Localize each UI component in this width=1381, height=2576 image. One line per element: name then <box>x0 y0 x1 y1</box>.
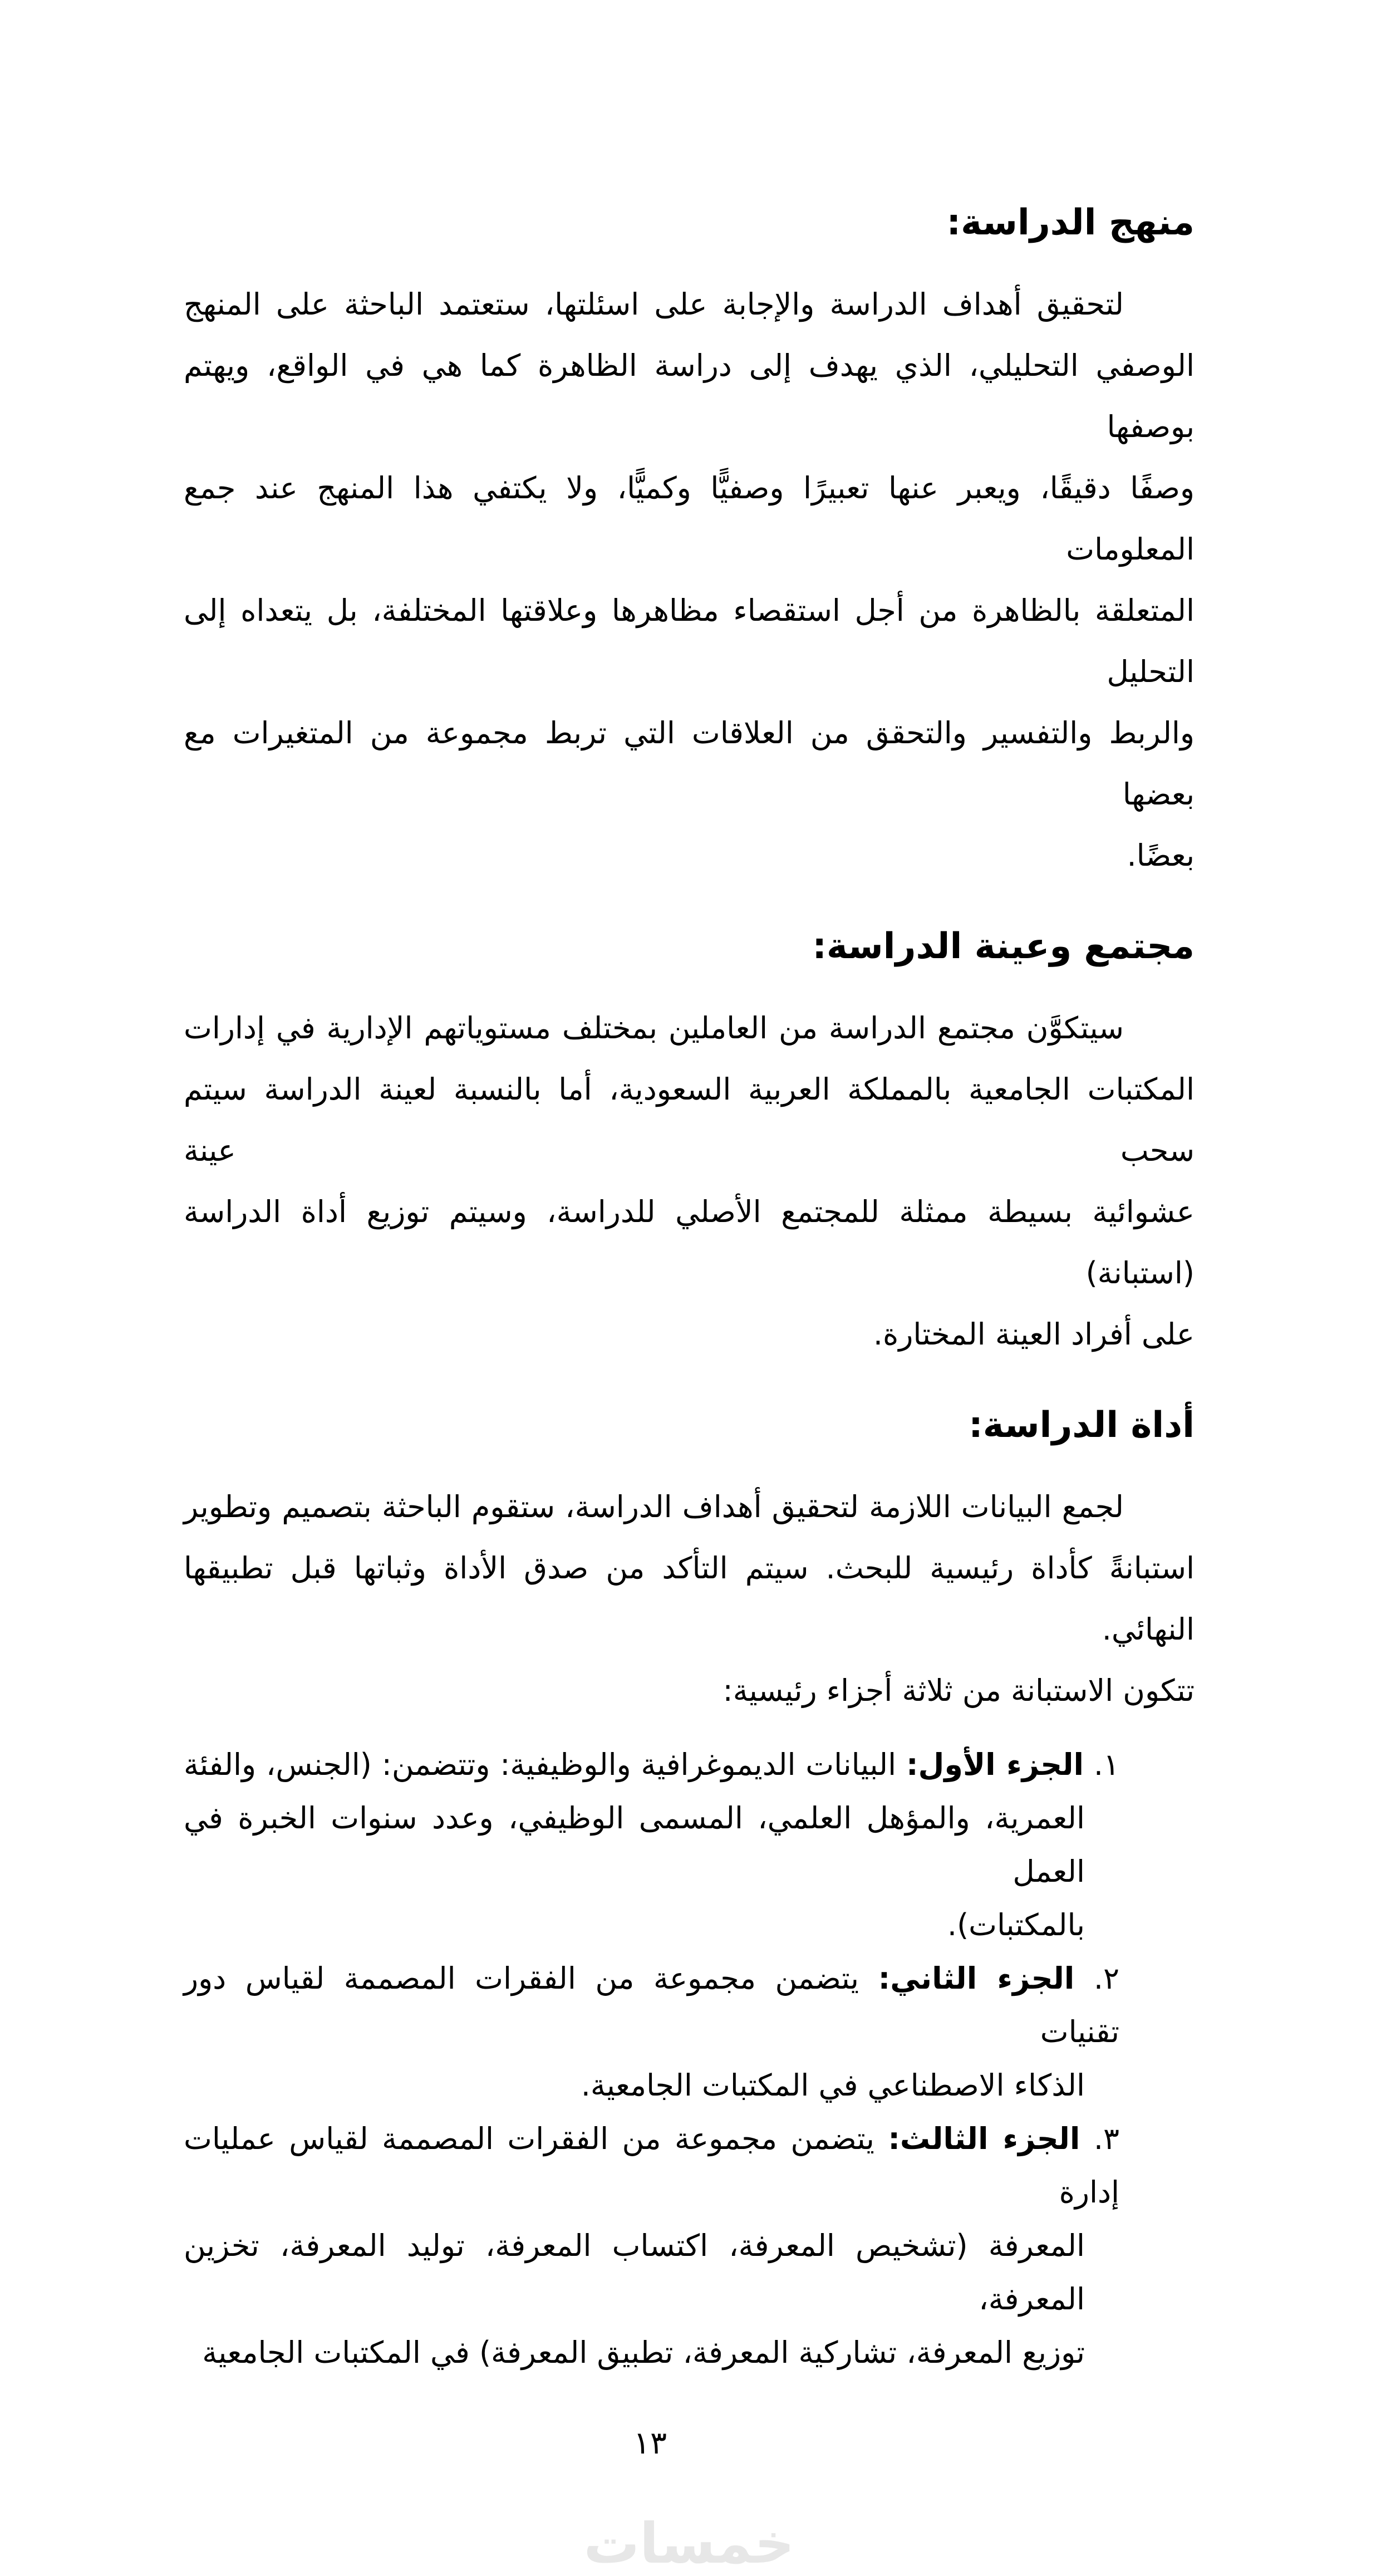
list-label: الجزء الأول: <box>906 1747 1084 1782</box>
text-line: لتحقيق أهداف الدراسة والإجابة على اسئلتها، ستعتمد الباحثة على المنهج <box>184 287 1124 322</box>
heading-methodology: منهج الدراسة: <box>946 202 1195 243</box>
text-line: على أفراد العينة المختارة. <box>873 1317 1195 1352</box>
paragraph-methodology <box>184 274 1195 886</box>
text-line: وصفًا دقيقًا، ويعبر عنها تعبيرًا وصفيًّا وكميًّا، ولا يكتفي هذا المنهج عند جمع المعلومات <box>184 470 1195 567</box>
list-item-first-line <box>184 1952 1119 2059</box>
text-line: بعضًا. <box>1127 838 1195 873</box>
list-item <box>184 2112 1119 2379</box>
text-line: عشوائية بسيطة ممثلة للمجتمع الأصلي للدراسة، وسيتم توزيع أداة الدراسة (استبانة) <box>184 1194 1195 1291</box>
text-line: تتكون الاستبانة من ثلاثة أجزاء رئيسية: <box>723 1673 1195 1708</box>
list-item <box>184 1952 1119 2112</box>
heading-population-sample: مجتمع وعينة الدراسة: <box>812 926 1195 967</box>
list-item-first-line <box>184 1738 1119 1792</box>
list-marker: ٢. <box>1093 1961 1120 1996</box>
page-number: ١٣ <box>633 2425 667 2461</box>
list-label: الجزء الثالث: <box>888 2121 1080 2156</box>
list-item-first-line <box>184 2112 1119 2219</box>
text-line: المعرفة (تشخيص المعرفة، اكتساب المعرفة، توليد المعرفة، تخزين المعرفة، <box>184 2228 1085 2317</box>
questionnaire-parts-list <box>184 1738 1195 2379</box>
text-line: الوصفي التحليلي، الذي يهدف إلى دراسة الظاهرة كما هي في الواقع، ويهتم بوصفها <box>184 348 1195 444</box>
text-line: المتعلقة بالظاهرة من أجل استقصاء مظاهرها وعلاقتها المختلفة، بل يتعداه إلى التحليل <box>184 593 1195 689</box>
heading-instrument: أداة الدراسة: <box>969 1405 1195 1446</box>
list-marker: ٣. <box>1093 2121 1119 2156</box>
text-line: المكتبات الجامعية بالمملكة العربية السعودية، أما بالنسبة لعينة الدراسة سيتم سحب عينة <box>184 1072 1195 1168</box>
khamsat-watermark: خمسات <box>583 2511 795 2576</box>
paragraph-population-sample <box>184 998 1195 1365</box>
paragraph-instrument <box>184 1476 1195 1721</box>
list-text: يتضمن مجموعة من الفقرات المصممة لقياس دور تقنيات <box>184 1961 1119 2049</box>
text-line: استبانةً كأداة رئيسية للبحث. سيتم التأكد من صدق الأداة وثباتها قبل تطبيقها النهائي. <box>184 1550 1195 1647</box>
text-line: سيتكوَّن مجتمع الدراسة من العاملين بمختلف مستوياتهم الإدارية في إدارات <box>184 1010 1124 1046</box>
text-line: بالمكتبات). <box>947 1907 1085 1942</box>
list-text: البيانات الديموغرافية والوظيفية: وتتضمن: (الجنس، والفئة <box>184 1747 897 1782</box>
list-text: يتضمن مجموعة من الفقرات المصممة لقياس عمليات إدارة <box>184 2121 1119 2210</box>
list-marker: ١. <box>1093 1747 1120 1782</box>
text-line: الذكاء الاصطناعي في المكتبات الجامعية. <box>581 2068 1085 2103</box>
list-label: الجزء الثاني: <box>878 1961 1075 1996</box>
text-line: العمرية، والمؤهل العلمي، المسمى الوظيفي، وعدد سنوات الخبرة في العمل <box>184 1800 1085 1889</box>
list-item <box>184 1738 1119 1952</box>
text-line: توزيع المعرفة، تشاركية المعرفة، تطبيق المعرفة) في المكتبات الجامعية <box>202 2335 1085 2370</box>
text-line: لجمع البيانات اللازمة لتحقيق أهداف الدراسة، ستقوم الباحثة بتصميم وتطوير <box>184 1489 1124 1524</box>
text-line: والربط والتفسير والتحقق من العلاقات التي تربط مجموعة من المتغيرات مع بعضها <box>184 715 1195 812</box>
